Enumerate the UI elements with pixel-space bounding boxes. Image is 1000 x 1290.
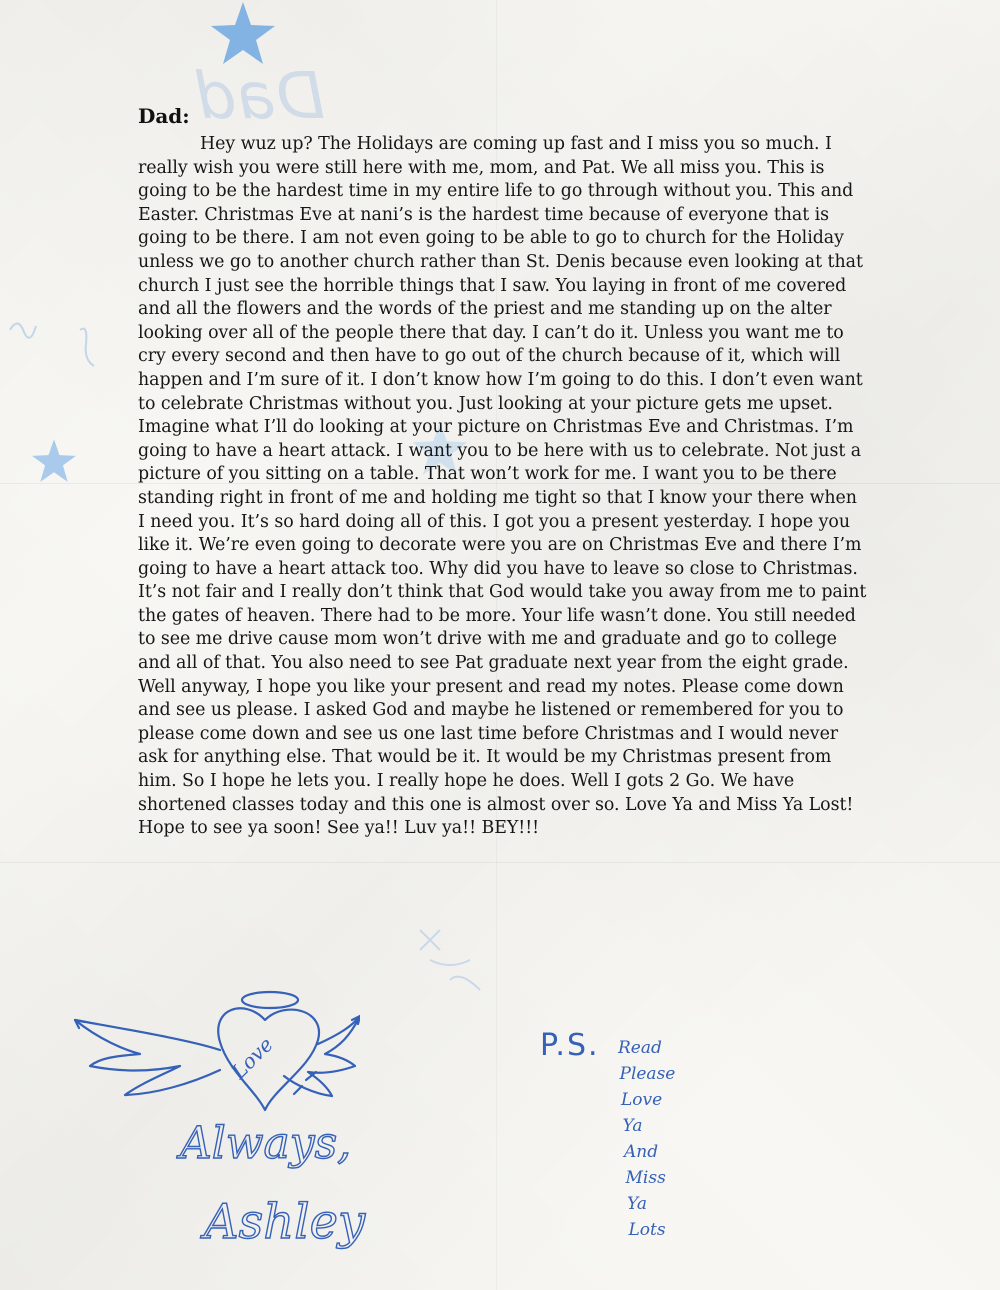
acrostic-line: And [624, 1142, 659, 1162]
bleed-through-marks [400, 900, 520, 1020]
letter-body: Hey wuz up? The Holidays are coming up fast and I miss you so much. I really wish you were still here with me, mom, and Pat. We all miss you. This is going to be the hardest time in my entire life to go through without you. This and Easter. Christmas Eve at nani’s is the hardest time because of everyone that is going to be there. I am not even going to be able to go to church for the Holiday unless we go to another church rather than St. Denis because even looking at that church I just see the horrible things that I saw. You laying in front of me covered and all the flowers and the words of the priest and me standing up on the alter looking over all of the people there that day. I can’t do it. Unless you want me to cry every second and then have to go out of the church because of it, which will happen and I’m sure of it. I don’t know how I’m going to do this. I don’t even want to celebrate Christmas without you. Just looking at your picture gets me upset. Imagine what I’ll do looking at your picture on Christmas Eve and Christmas. I’m going to have a heart attack. I want you to be here with us to celebrate. Not just a picture of you sitting on a table. That won’t work for me. I want you to be there standing right in front of me and holding me tight so that I know your there when I need you. It’s so hard doing all of this. I got you a present yesterday. I hope you like it. We’re even going to decorate were you are on Christmas Eve and there I’m going to have a heart attack too. Why did you have to leave so close to Christmas. It’s not fair and I really don’t think that God would take you away from me to paint the gates of heaven. There had to be more. Your life wasn’t done. You still needed to see me drive cause mom won’t drive with me and graduate and go to college and all of that. You also need to see Pat graduate next year from the eight grade. Well anyway, I hope you like your present and read my notes. Please come down and see us please. I asked God and maybe he listened or remembered for you to please come down and see us one last time before Christmas and I would never ask for anything else. That would be it. It would be my Christmas present from him. So I hope he lets you. I really hope he does. Well I gots 2 Go. We have shortened classes today and this one is almost over so. Love Ya and Miss Ya Lost! Hope to see ya soon! See ya!! Luv ya!! BEY!!! [138, 134, 867, 839]
bleed-through-text: Dad [196, 60, 326, 134]
angel-heart-drawing [70, 980, 360, 1130]
fold-crease [0, 862, 1000, 863]
bleed-through-marks [0, 290, 120, 400]
acrostic-line: Please [619, 1064, 676, 1084]
acrostic-line: Lots [628, 1220, 666, 1240]
closing-word: Always, [180, 1118, 352, 1169]
letter-greeting: Dad: [138, 104, 190, 128]
acrostic-line: Miss [625, 1168, 666, 1188]
acrostic-line: Ya [622, 1116, 643, 1136]
ps-label: P.S. [540, 1028, 600, 1063]
acrostic-line: Read [618, 1038, 662, 1058]
closing-signature [170, 1110, 430, 1270]
ps-note [540, 1028, 740, 1258]
signature: Ashley [204, 1194, 366, 1250]
star-icon [30, 438, 78, 486]
acrostic-line: Love [621, 1090, 663, 1110]
acrostic-line: Ya [627, 1194, 648, 1214]
heart-word: Love [226, 1032, 278, 1084]
